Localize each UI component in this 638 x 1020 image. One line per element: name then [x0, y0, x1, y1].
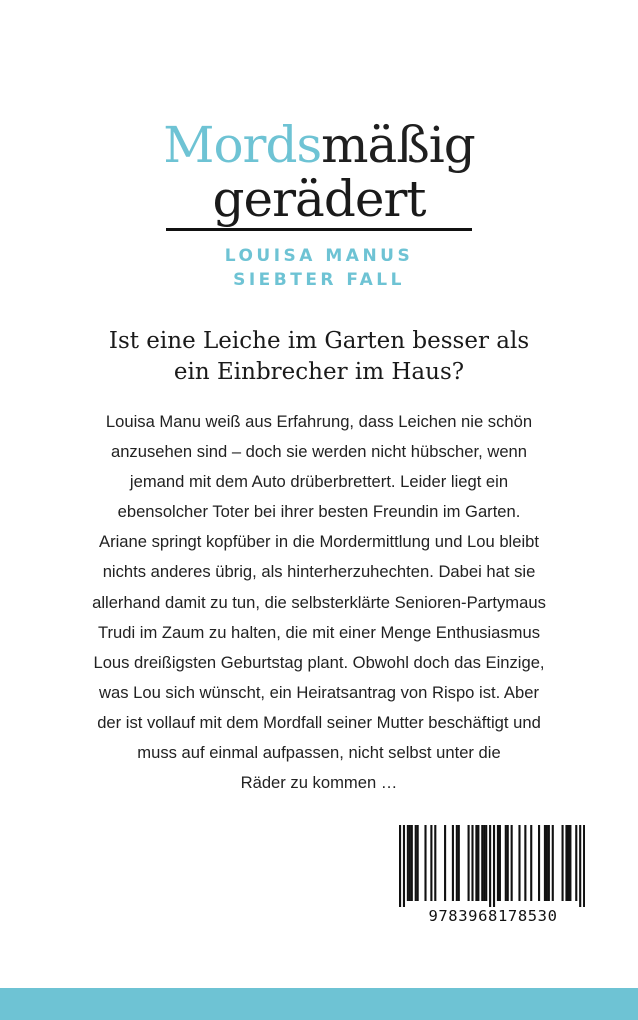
barcode-bar — [411, 825, 413, 901]
barcode-bar — [434, 825, 436, 901]
barcode-bar — [511, 825, 513, 901]
title-line-2: gerädert — [212, 170, 426, 228]
title-line-1 — [0, 118, 638, 172]
blurb-line: allerhand damit zu tun, die selbsterklärte Senioren-Partymaus — [92, 592, 546, 612]
blurb-line: was Lou sich wünscht, ein Heiratsantrag von Rispo ist. Aber — [99, 682, 539, 702]
barcode-bar — [583, 825, 585, 907]
blurb-line: Lous dreißigsten Geburtstag plant. Obwohl doch das Einzige, — [93, 652, 545, 672]
series-line-1: LOUISA MANUS — [224, 246, 414, 266]
barcode-bar — [565, 825, 567, 901]
barcode-bar — [471, 825, 473, 901]
isbn-number: 9783968178530 — [428, 907, 558, 925]
title-accent: Mords — [163, 116, 322, 174]
barcode-bar — [493, 825, 495, 907]
barcode-bar — [538, 825, 540, 901]
barcode-bar — [456, 825, 458, 901]
barcode-bar — [452, 825, 454, 901]
barcode-bar — [409, 825, 411, 901]
barcode-bar — [399, 825, 401, 907]
barcode-bar — [444, 825, 446, 901]
barcode-bar — [579, 825, 581, 907]
barcode-bar — [530, 825, 532, 901]
blurb-line: Trudi im Zaum zu halten, die mit einer Menge Enthusiasmus — [97, 622, 541, 642]
series-line-2: SIEBTER FALL — [233, 270, 405, 290]
barcode-bar — [481, 825, 483, 901]
barcode-bar — [475, 825, 477, 901]
barcode-bar — [569, 825, 571, 901]
barcode-bar — [499, 825, 501, 901]
tagline-line-1: Ist eine Leiche im Garten besser als — [108, 328, 530, 354]
blurb-line: Räder zu kommen … — [240, 773, 398, 793]
barcode-bar — [575, 825, 577, 901]
blurb-text — [52, 407, 586, 798]
barcode-bar — [562, 825, 564, 901]
barcode-bar — [483, 825, 485, 901]
barcode-bar — [507, 825, 509, 901]
tagline-line-2: ein Einbrecher im Haus? — [173, 359, 465, 385]
barcode-bar — [403, 825, 405, 907]
barcode-bar — [518, 825, 520, 901]
barcode-bar — [489, 825, 491, 907]
barcode-bar — [567, 825, 569, 901]
title-underline — [166, 228, 472, 231]
blurb-line: der ist vollauf mit dem Mordfall seiner Mutter beschäftigt und — [97, 712, 541, 732]
blurb-line: muss auf einmal aufpassen, nicht selbst unter die — [137, 743, 501, 763]
barcode-bar — [544, 825, 546, 901]
blurb-line: Louisa Manu weiß aus Erfahrung, dass Leichen nie schön — [105, 412, 533, 431]
barcode-bar — [546, 825, 548, 901]
blurb-line: jemand mit dem Auto drüberbrettert. Leider liegt ein — [129, 472, 509, 492]
barcode-bar — [505, 825, 507, 901]
barcode-bar — [468, 825, 470, 901]
barcode-bar — [485, 825, 487, 901]
book-title — [0, 118, 638, 226]
barcode-bar — [407, 825, 409, 901]
barcode-bars — [399, 825, 585, 907]
blurb-line: Ariane springt kopfüber in die Mordermittlung und Lou bleibt — [99, 532, 539, 552]
barcode-bar — [458, 825, 460, 901]
barcode-bar — [548, 825, 550, 901]
barcode-bar — [477, 825, 479, 901]
title-rest: mäßig — [321, 116, 475, 174]
barcode-bar — [430, 825, 432, 901]
footer-band — [0, 988, 638, 1020]
barcode-bar — [552, 825, 554, 901]
barcode-bar — [497, 825, 499, 901]
blurb-line: anzusehen sind – doch sie werden nicht hübscher, wenn — [110, 442, 528, 462]
blurb-line: nichts anderes übrig, als hinterherzuhechten. Dabei hat sie — [102, 562, 536, 582]
barcode-bar — [524, 825, 526, 901]
barcode-bar — [415, 825, 417, 901]
barcode-bar — [424, 825, 426, 901]
tagline — [0, 326, 638, 388]
blurb-line: ebensolcher Toter bei ihrer besten Freundin im Garten. — [117, 502, 521, 522]
barcode-bar — [417, 825, 419, 901]
